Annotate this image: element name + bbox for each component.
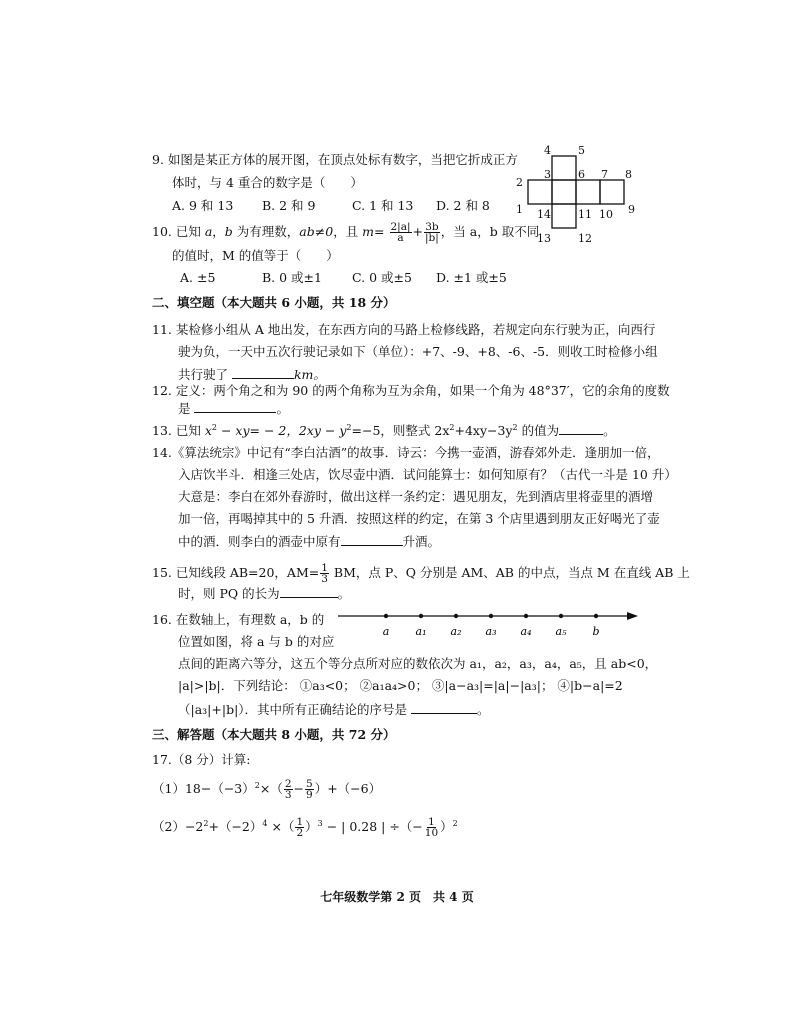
number-line-label: a₂ bbox=[450, 625, 462, 638]
number-line-point bbox=[419, 614, 423, 618]
number-line-label: a bbox=[382, 625, 390, 638]
q13-exp-4: 2 bbox=[512, 423, 518, 432]
q17-p2-exp-4: 2 bbox=[452, 819, 458, 828]
q16-line5-text: （|a₃|+|b|）．其中所有正确结论的序号是 bbox=[178, 702, 412, 717]
q17-part-1 bbox=[152, 778, 381, 800]
number-line-label: a₃ bbox=[485, 625, 497, 638]
net-label-2: 2 bbox=[516, 176, 523, 189]
q13-answer-blank[interactable] bbox=[559, 422, 603, 435]
q14-unit: 升酒。 bbox=[402, 534, 441, 549]
q9-line2: 体时，与 4 重合的数字是（ ） bbox=[172, 175, 363, 190]
q9-option-c: C. 1 和 13 bbox=[352, 198, 414, 213]
q13-expr-4: 的值为 bbox=[517, 423, 560, 439]
q15-period: 。 bbox=[337, 586, 351, 601]
q12-line1: 12. 定义：两个角之和为 90 的两个角称为互为余角，如果一个角为 48°37′，它的余角的度数 bbox=[152, 383, 670, 398]
q10-tail: ，当 a，b 取不同 bbox=[440, 224, 540, 239]
q11-line3-text: 共行驶了 bbox=[178, 367, 232, 382]
q13-exp-1: 2 bbox=[211, 423, 217, 432]
page-footer: 七年级数学第 2 页 共 4 页 bbox=[320, 890, 474, 904]
q15-line2 bbox=[178, 585, 350, 602]
number-line-point bbox=[594, 614, 598, 618]
number-line-figure bbox=[338, 608, 638, 642]
q14-answer-blank[interactable] bbox=[341, 533, 403, 546]
q10-option-d: D. ±1 或±5 bbox=[436, 270, 507, 285]
q10-f1-numerator: 2|a| bbox=[390, 221, 411, 233]
net-label-12: 12 bbox=[578, 232, 592, 245]
net-label-3: 3 bbox=[544, 168, 551, 181]
q17-p1-pre: （1）18−（−3） bbox=[152, 781, 255, 797]
q14-line2: 入店饮半斗．相逢三处店，饮尽壶中酒．试问能算士：如何知原有？（古代一斗是 10 升） bbox=[178, 467, 677, 482]
section-3-heading: 三、解答题（本大题共 8 小题，共 72 分） bbox=[152, 727, 396, 742]
q10-var-a: a bbox=[204, 224, 213, 239]
q15-answer-blank[interactable] bbox=[280, 585, 338, 598]
q17-p2-b: ×（ bbox=[267, 819, 295, 835]
q17-p2-f-den: 2 bbox=[296, 827, 304, 840]
q13-period: 。 bbox=[603, 423, 616, 439]
q11-unit: km。 bbox=[293, 367, 326, 382]
q17-p2-pre: （2）−2 bbox=[152, 819, 204, 835]
q11-line2: 驶为负，一天中五次行驶记录如下（单位）：+7、-9、+8、-6、-5．则收工时检修小组 bbox=[178, 344, 658, 359]
q10-option-a: A. ±5 bbox=[180, 270, 216, 285]
q10-text-rational: 为有理数， bbox=[232, 224, 300, 239]
net-label-13: 13 bbox=[537, 232, 551, 245]
q17-p2-exp-3: 3 bbox=[317, 819, 323, 828]
q17-p1-frac-1 bbox=[284, 779, 293, 800]
number-line-label: b bbox=[592, 625, 600, 638]
q9-option-d: D. 2 和 8 bbox=[436, 198, 490, 213]
q17-p1-mid: ×（ bbox=[259, 781, 283, 797]
number-line-drawing bbox=[338, 608, 638, 642]
net-label-14: 14 bbox=[537, 208, 551, 221]
q10-f2-numerator: 3b bbox=[425, 221, 439, 233]
q13-expr-2: =−5，则整式 2x bbox=[351, 423, 450, 439]
number-line-point bbox=[489, 614, 493, 618]
q10-var-b: b bbox=[224, 224, 233, 239]
number-line-arrow bbox=[627, 612, 638, 620]
q10-fraction-1 bbox=[390, 222, 412, 243]
q15-denominator: 3 bbox=[321, 573, 328, 585]
net-label-10: 10 bbox=[599, 208, 613, 221]
q9-option-a: A. 9 和 13 bbox=[172, 198, 234, 213]
q13-exp-3: 2 bbox=[449, 423, 455, 432]
q17-p2-g-num: 1 bbox=[428, 816, 435, 829]
q17-p2-a: +（−2） bbox=[208, 819, 263, 835]
number-line-point bbox=[524, 614, 528, 618]
q12-line2-text: 是 bbox=[178, 401, 195, 416]
section-2-heading: 二、填空题（本大题共 6 小题，共 18 分） bbox=[152, 295, 396, 310]
q17-heading: 17.（8 分）计算: bbox=[152, 752, 251, 767]
q17-p1-f1-num: 2 bbox=[284, 778, 292, 791]
net-label-11: 11 bbox=[578, 208, 592, 221]
q11-line3 bbox=[178, 366, 326, 383]
q17-p1-f2-den: 9 bbox=[306, 789, 313, 802]
q16-line5 bbox=[178, 701, 490, 718]
q17-p2-frac-2 bbox=[424, 817, 439, 838]
net-label-5: 5 bbox=[578, 144, 585, 157]
q17-p2-exp-1: 2 bbox=[203, 819, 209, 828]
q16-line2: 位置如图，将 a 与 b 的对应 bbox=[178, 634, 335, 649]
q10-equals: = bbox=[374, 224, 385, 239]
q13-line bbox=[152, 420, 616, 439]
q15-fraction bbox=[320, 563, 329, 584]
q17-p1-f2-num: 5 bbox=[306, 778, 313, 791]
q10-f2-denominator: |b| bbox=[425, 232, 439, 244]
q16-period: 。 bbox=[477, 702, 490, 717]
q10-prefix: 10. 已知 bbox=[152, 224, 205, 239]
net-label-4: 4 bbox=[544, 144, 551, 157]
q17-p2-g-den: 10 bbox=[424, 827, 439, 840]
q13-expr-3: +4xy−3y bbox=[454, 423, 513, 439]
q17-part-2 bbox=[152, 816, 458, 838]
q10-var-m: m bbox=[362, 224, 375, 239]
q15-mid: BM，点 P、Q 分别是 AM、AB 的中点，当点 M 在直线 AB 上 bbox=[329, 565, 690, 580]
q17-p2-frac-1 bbox=[295, 817, 304, 838]
q10-plus: + bbox=[412, 224, 423, 239]
q17-p2-d: − | 0.28 | ÷（− bbox=[322, 819, 423, 835]
q10-line1 bbox=[152, 222, 539, 243]
q9-line1: 9. 如图是某正方体的展开图，在顶点处标有数字，当把它折成正方 bbox=[152, 152, 518, 167]
q14-line5 bbox=[178, 533, 440, 550]
q10-sep: ， bbox=[212, 224, 225, 239]
q12-answer-blank[interactable] bbox=[194, 400, 276, 413]
number-line-point bbox=[559, 614, 563, 618]
q10-text-and: ，且 bbox=[333, 224, 363, 239]
q14-line3: 大意是：李白在郊外春游时，做出这样一条约定：遇见朋友，先到酒店里将壶里的酒增 bbox=[178, 489, 654, 504]
number-line-label: a₄ bbox=[520, 625, 532, 638]
q15-prefix: 15. 已知线段 AB=20，AM= bbox=[152, 565, 320, 580]
q16-answer-blank[interactable] bbox=[411, 701, 477, 714]
q13-exp-2: 2 bbox=[346, 423, 352, 432]
q11-answer-blank[interactable] bbox=[232, 366, 294, 379]
q14-line1: 14.《算法统宗》中记有“李白沽酒”的故事．诗云：今携一壶酒，游春郊外走．逢朋加一倍， bbox=[152, 445, 660, 460]
q10-f1-denominator: a bbox=[397, 232, 404, 244]
number-line-point bbox=[384, 614, 388, 618]
q17-p1-frac-2 bbox=[305, 779, 314, 800]
net-label-6: 6 bbox=[578, 168, 585, 181]
q15-line1 bbox=[152, 563, 690, 584]
net-label-8: 8 bbox=[625, 168, 632, 181]
q12-line2 bbox=[178, 400, 289, 417]
q13-x: x bbox=[204, 423, 212, 439]
q12-period: 。 bbox=[276, 401, 289, 416]
q16-line4: |a|>|b|．下列结论： ①a₃<0； ②a₁a₄>0； ③|a−a₃|=|a|−|a₃|； ④|b−a|=2 bbox=[178, 678, 623, 693]
q10-option-c: C. 0 或±5 bbox=[352, 270, 412, 285]
q9-option-b: B. 2 和 9 bbox=[262, 198, 316, 213]
number-line-label: a₅ bbox=[555, 625, 567, 638]
q10-line2: 的值时，M 的值等于（ ） bbox=[172, 248, 339, 263]
q16-line1: 16. 在数轴上，有理数 a，b 的 bbox=[152, 612, 325, 627]
number-line-label: a₁ bbox=[415, 625, 427, 638]
q14-line5-text: 中的酒．则李白的酒壶中原有 bbox=[178, 534, 341, 549]
q10-fraction-2 bbox=[424, 222, 440, 243]
q17-p1-f1-den: 3 bbox=[284, 789, 292, 802]
q17-p1-post: ）+（−6） bbox=[314, 781, 382, 797]
q17-p2-e: ） bbox=[440, 819, 453, 835]
q13-expr-1: − xy= − 2，2xy − y bbox=[216, 423, 347, 439]
net-label-1: 1 bbox=[516, 203, 523, 216]
q11-line1: 11. 某检修小组从 A 地出发，在东西方向的马路上检修线路，若规定向东行驶为正，向西行 bbox=[152, 322, 656, 337]
q17-p1-minus: − bbox=[293, 781, 305, 797]
number-line-point bbox=[454, 614, 458, 618]
q15-line2-text: 时，则 PQ 的长为 bbox=[178, 586, 280, 601]
q17-p2-f-num: 1 bbox=[296, 816, 304, 829]
q16-line3: 点间的距离六等分，这五个等分点所对应的数依次为 a₁，a₂，a₃，a₄，a₅，且 ab<0， bbox=[178, 656, 658, 671]
net-label-9: 9 bbox=[628, 203, 635, 216]
q17-p2-exp-2: 4 bbox=[262, 819, 268, 828]
q10-option-b: B. 0 或±1 bbox=[262, 270, 322, 285]
net-label-7: 7 bbox=[601, 168, 608, 181]
q10-condition: ab≠0 bbox=[299, 224, 334, 239]
q13-prefix: 13. 已知 bbox=[152, 423, 205, 439]
q14-line4: 加一倍，再喝掉其中的 5 升酒．按照这样的约定，在第 3 个店里遇到朋友正好喝光了壶 bbox=[178, 511, 660, 526]
q15-numerator: 1 bbox=[321, 562, 328, 574]
q17-p1-exp: 2 bbox=[254, 781, 260, 790]
q17-p2-c: ） bbox=[305, 819, 318, 835]
